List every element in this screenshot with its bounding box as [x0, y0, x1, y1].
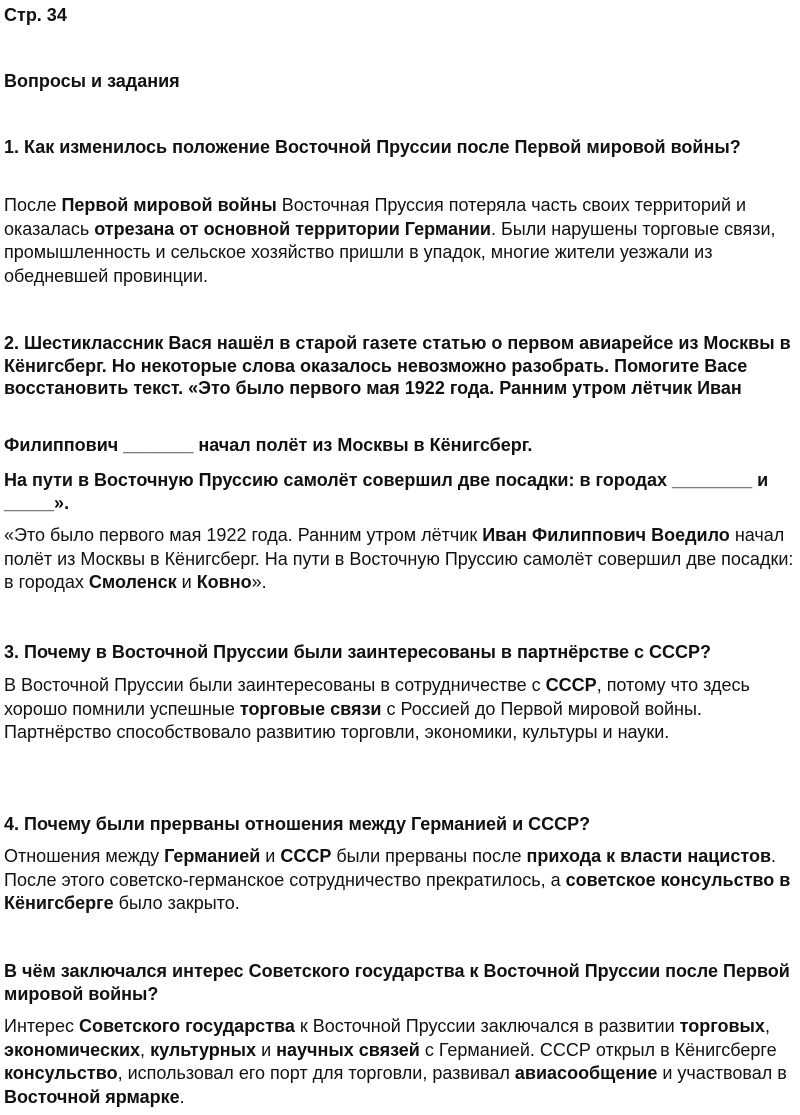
question-2-line-2: Филиппович _______ начал полёт из Москвы в Кёнигсберг. — [4, 435, 533, 455]
question-2: 2. Шестиклассник Вася нашёл в старой газете статью о первом авиарейсе из Москвы в Кёнигсберг. Но некоторые слова оказалось невозможно разобрать. Помогите Васе восстановить текст. «Это было первого мая 1922 года. Ранним утром лётчик Иван — [4, 333, 791, 398]
answer-5: Интерес Советского государства к Восточной Пруссии заключался в развитии торговых, экономических, культурных и научных связей с Германией. СССР открыл в Кёнигсберге консульство, использовал его порт для торговли, развивал авиасообщение и участвовал в Восточной ярмарке. — [4, 1016, 787, 1107]
section-title: Вопросы и задания — [4, 71, 180, 91]
question-3: 3. Почему в Восточной Пруссии были заинтересованы в партнёрстве с СССР? — [4, 642, 711, 662]
answer-2: «Это было первого мая 1922 года. Ранним утром лётчик Иван Филиппович Воедило начал полёт из Москвы в Кёнигсберг. На пути в Восточную Пруссию самолёт совершил две посадки: в городах Смоленск и Ковно». — [4, 525, 794, 592]
question-4: 4. Почему были прерваны отношения между Германией и СССР? — [4, 814, 591, 834]
page-number: Стр. 34 — [4, 5, 67, 25]
answer-1: После Первой мировой войны Восточная Пруссия потеряла часть своих территорий и оказалась отрезана от основной территории Германии. Были нарушены торговые связи, промышленность и сельское хозяйство пришли в упадок, многие жители уезжали из обедневшей провинции. — [4, 195, 776, 286]
answer-3: В Восточной Пруссии были заинтересованы в сотрудничестве с СССР, потому что здесь хорошо помнили успешные торговые связи с Россией до Первой мировой войны. Партнёрство способствовало развитию торговли, экономики, культуры и науки. — [4, 675, 750, 742]
question-5: В чём заключался интерес Советского государства к Восточной Пруссии после Первой мировой войны? — [4, 961, 790, 1004]
question-2-line-3: На пути в Восточную Пруссию самолёт совершил две посадки: в городах ________ и _____». — [4, 470, 769, 513]
answer-4: Отношения между Германией и СССР были прерваны после прихода к власти нацистов. После этого советско-германское сотрудничество прекратилось, а советское консульство в Кёнигсберге было закрыто. — [4, 846, 791, 913]
question-1: 1. Как изменилось положение Восточной Пруссии после Первой мировой войны? — [4, 137, 741, 157]
